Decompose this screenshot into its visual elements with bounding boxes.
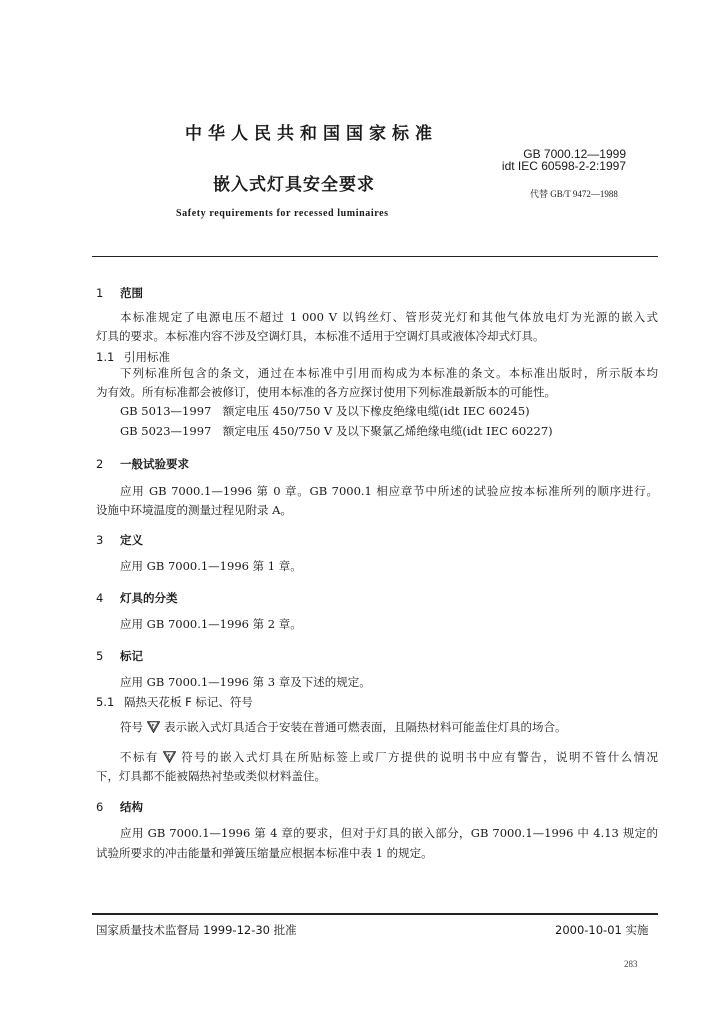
subsection-1-1-heading bbox=[96, 349, 170, 365]
paragraph-line: 应用 GB 7000.1—1996 第 2 章。 bbox=[120, 617, 302, 631]
section-1-heading bbox=[96, 285, 143, 301]
paragraph-line: 设施中环境温度的测量过程见附录 A。 bbox=[96, 503, 292, 517]
paragraph-line: 应用 GB 7000.1—1996 第 1 章。 bbox=[120, 559, 302, 573]
document-title-english: Safety requirements for recessed luminaires bbox=[176, 208, 389, 219]
text-fragment: 不标有 bbox=[120, 750, 159, 764]
paragraph-line: 为有效。所有标准都会被修订，使用本标准的各方应探讨使用下列标准最新版本的可能性。 bbox=[96, 385, 556, 399]
text-fragment: 符号的嵌入式灯具在所贴标签上或厂方提供的说明书中应有警告，说明不管什么情况 bbox=[179, 750, 659, 764]
section-title: 定义 bbox=[120, 533, 143, 547]
triangle-f-symbol-icon bbox=[163, 751, 176, 763]
paragraph-line: 应用 GB 7000.1—1996 第 3 章及下述的规定。 bbox=[120, 675, 371, 689]
section-number: 4 bbox=[96, 591, 104, 605]
paragraph-line bbox=[120, 751, 658, 764]
paragraph-line bbox=[120, 721, 567, 734]
svg-text:F: F bbox=[151, 723, 155, 730]
section-title: 范围 bbox=[120, 286, 143, 300]
section-3-heading bbox=[96, 532, 143, 548]
text-fragment: 表示嵌入式灯具适合于安装在普通可燃表面，且隔热材料可能盖住灯具的场合。 bbox=[164, 720, 567, 734]
paragraph-line: 灯具的要求。本标准内容不涉及空调灯具，本标准不适用于空调灯具或液体冷却式灯具。 bbox=[96, 329, 545, 343]
paragraph-line: 试验所要求的冲击能量和弹簧压缩量应根据本标准中表 1 的规定。 bbox=[96, 846, 433, 860]
section-title: 标记 bbox=[120, 649, 143, 663]
reference-item: GB 5013—1997 额定电压 450/750 V 及以下橡皮绝缘电缆(idt IEC 60245) bbox=[120, 404, 530, 418]
reference-item: GB 5023—1997 额定电压 450/750 V 及以下聚氯乙烯绝缘电缆(idt IEC 60227) bbox=[120, 424, 553, 438]
header-divider bbox=[92, 256, 658, 257]
text-fragment: 符号 bbox=[120, 720, 143, 734]
section-4-heading bbox=[96, 590, 178, 606]
section-title: 引用标准 bbox=[124, 350, 170, 364]
replaces-note: 代替 GB/T 9472—1988 bbox=[530, 189, 618, 199]
paragraph-line: 下列标准所包含的条文，通过在本标准中引用而构成为本标准的条文。本标准出版时，所示版本均 bbox=[120, 366, 658, 380]
approval-line: 国家质量技术监督局 1999-12-30 批准 bbox=[96, 923, 297, 937]
idt-reference: idt IEC 60598-2-2:1997 bbox=[501, 159, 626, 173]
paragraph-line: 本标准规定了电源电压不超过 1 000 V 以钨丝灯、管形荧光灯和其他气体放电灯为光源的嵌入式 bbox=[120, 310, 658, 324]
section-2-heading bbox=[96, 456, 189, 472]
section-number: 1.1 bbox=[96, 350, 115, 364]
section-title: 隔热天花板 F 标记、符号 bbox=[124, 695, 253, 709]
svg-text:F: F bbox=[167, 753, 171, 760]
section-number: 6 bbox=[96, 800, 104, 814]
implementation-date: 2000-10-01 实施 bbox=[555, 923, 649, 937]
standard-codes bbox=[480, 148, 626, 172]
subsection-5-1-heading bbox=[96, 694, 253, 710]
standard-number: GB 7000.12—1999 bbox=[523, 147, 626, 161]
section-number: 5 bbox=[96, 649, 104, 663]
paragraph-line: 应用 GB 7000.1—1996 第 0 章。GB 7000.1 相应章节中所述的试验应按本标准所列的顺序进行。 bbox=[120, 484, 658, 498]
section-5-heading bbox=[96, 648, 143, 664]
document-title: 嵌入式灯具安全要求 bbox=[213, 175, 375, 195]
footer-divider bbox=[92, 913, 658, 915]
section-title: 一般试验要求 bbox=[120, 457, 189, 471]
page-number: 283 bbox=[624, 959, 638, 969]
section-number: 3 bbox=[96, 533, 104, 547]
section-number: 1 bbox=[96, 286, 104, 300]
section-number: 2 bbox=[96, 457, 104, 471]
triangle-f-symbol-icon bbox=[147, 721, 160, 733]
section-title: 结构 bbox=[120, 800, 143, 814]
section-number: 5.1 bbox=[96, 695, 115, 709]
section-title: 灯具的分类 bbox=[120, 591, 178, 605]
national-standard-heading: 中华人民共和国国家标准 bbox=[185, 124, 438, 144]
paragraph-line: 下，灯具都不能被隔热衬垫或类似材料盖住。 bbox=[96, 769, 326, 783]
paragraph-line: 应用 GB 7000.1—1996 第 4 章的要求，但对于灯具的嵌入部分，GB 7000.1—1996 中 4.13 规定的 bbox=[120, 826, 658, 840]
section-6-heading bbox=[96, 799, 143, 815]
